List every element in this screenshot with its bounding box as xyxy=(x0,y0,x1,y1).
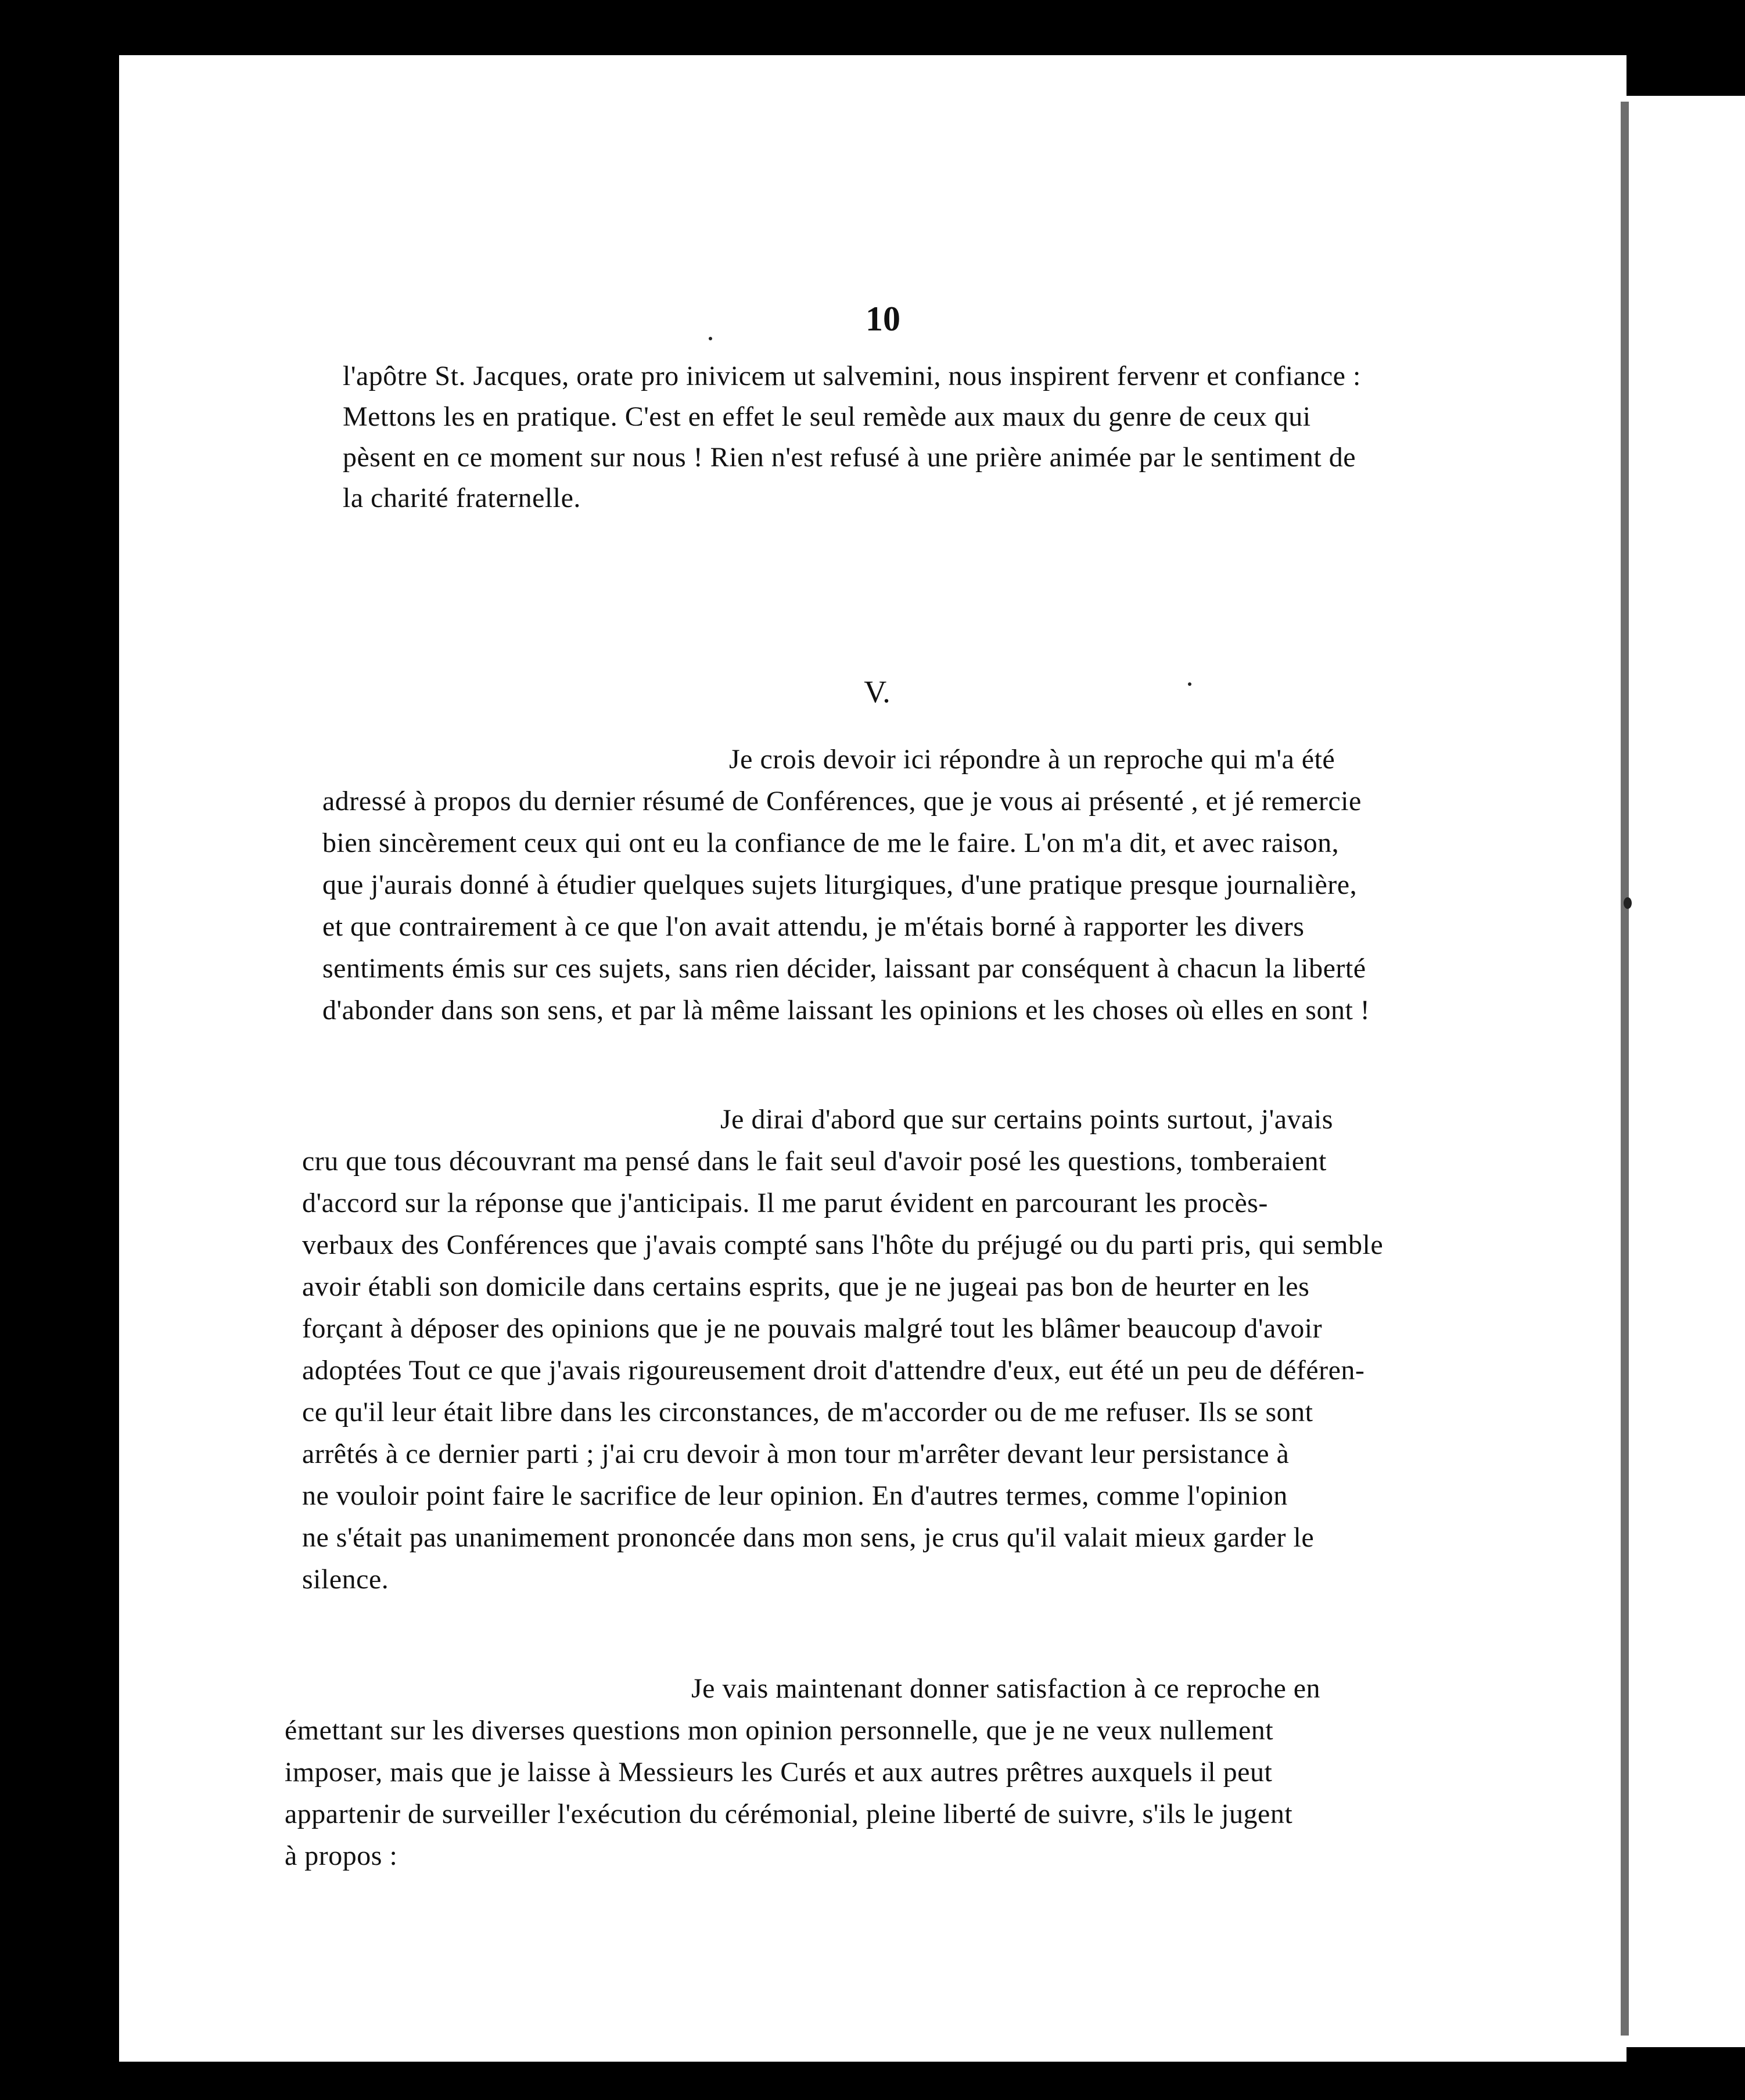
text-line: silence. xyxy=(302,1564,389,1595)
text-line: et que contrairement à ce que l'on avait attendu, je m'étais borné à rapporter les divers xyxy=(322,911,1305,942)
text-line: arrêtés à ce dernier parti ; j'ai cru devoir à mon tour m'arrêter devant leur persistance à xyxy=(302,1439,1290,1469)
text-line: à propos : xyxy=(285,1840,398,1871)
text-line: adressé à propos du dernier résumé de Conférences, que je vous ai présenté , et jé remercie xyxy=(322,786,1362,817)
text-line: Je crois devoir ici répondre à un reproche qui m'a été xyxy=(729,744,1335,775)
text-line: ne s'était pas unanimement prononcée dans mon sens, je crus qu'il valait mieux garder le xyxy=(302,1522,1315,1553)
scan-speck xyxy=(1624,897,1632,909)
text-line: avoir établi son domicile dans certains esprits, que je ne jugeai pas bon de heurter en les xyxy=(302,1271,1310,1302)
text-line: cru que tous découvrant ma pensé dans le fait seul d'avoir posé les questions, tomberaient xyxy=(302,1146,1327,1177)
text-line: l'apôtre St. Jacques, orate pro inivicem ut salvemini, nous inspirent fervenr et confiance : xyxy=(343,361,1361,391)
text-line: bien sincèrement ceux qui ont eu la confiance de me le faire. L'on m'a dit, et avec raison, xyxy=(322,828,1340,858)
page-gutter-shadow xyxy=(1621,102,1629,2036)
text-line: ne vouloir point faire le sacrifice de leur opinion. En d'autres termes, comme l'opinion xyxy=(302,1480,1288,1511)
text-line: émettant sur les diverses questions mon opinion personnelle, que je ne veux nullement xyxy=(285,1715,1274,1746)
text-line: ce qu'il leur était libre dans les circonstances, de m'accorder ou de me refuser. Ils se sont xyxy=(302,1397,1313,1427)
text-line: que j'aurais donné à étudier quelques sujets liturgiques, d'une pratique presque journalière, xyxy=(322,869,1358,900)
text-line: Je dirai d'abord que sur certains points surtout, j'avais xyxy=(720,1104,1333,1135)
scan-speck xyxy=(1188,682,1191,686)
text-line: d'accord sur la réponse que j'anticipais. Il me parut évident en parcourant les procès- xyxy=(302,1188,1268,1218)
text-line: la charité fraternelle. xyxy=(343,483,581,513)
text-line: imposer, mais que je laisse à Messieurs les Curés et aux autres prêtres auxquels il peut xyxy=(285,1757,1273,1788)
page-number: 10 xyxy=(866,300,900,338)
text-line: adoptées Tout ce que j'avais rigoureusement droit d'attendre d'eux, eut été un peu de déféren- xyxy=(302,1355,1365,1386)
text-line: forçant à déposer des opinions que je ne pouvais malgré tout les blâmer beaucoup d'avoir xyxy=(302,1313,1323,1344)
text-line: d'abonder dans son sens, et par là même laissant les opinions et les choses où elles en sont ! xyxy=(322,995,1370,1026)
text-line: Je vais maintenant donner satisfaction à ce reproche en xyxy=(691,1673,1321,1704)
text-line: verbaux des Conférences que j'avais compté sans l'hôte du préjugé ou du parti pris, qui semble xyxy=(302,1229,1384,1260)
adjacent-page-edge xyxy=(1626,96,1745,2047)
text-line: pèsent en ce moment sur nous ! Rien n'est refusé à une prière animée par le sentiment de xyxy=(343,442,1356,473)
scan-speck xyxy=(709,337,712,340)
text-line: sentiments émis sur ces sujets, sans rien décider, laissant par conséquent à chacun la liberté xyxy=(322,953,1366,984)
text-line: Mettons les en pratique. C'est en effet le seul remède aux maux du genre de ceux qui xyxy=(343,401,1311,432)
section-heading: V. xyxy=(864,674,891,709)
text-line: appartenir de surveiller l'exécution du cérémonial, pleine liberté de suivre, s'ils le jugent xyxy=(285,1799,1293,1829)
